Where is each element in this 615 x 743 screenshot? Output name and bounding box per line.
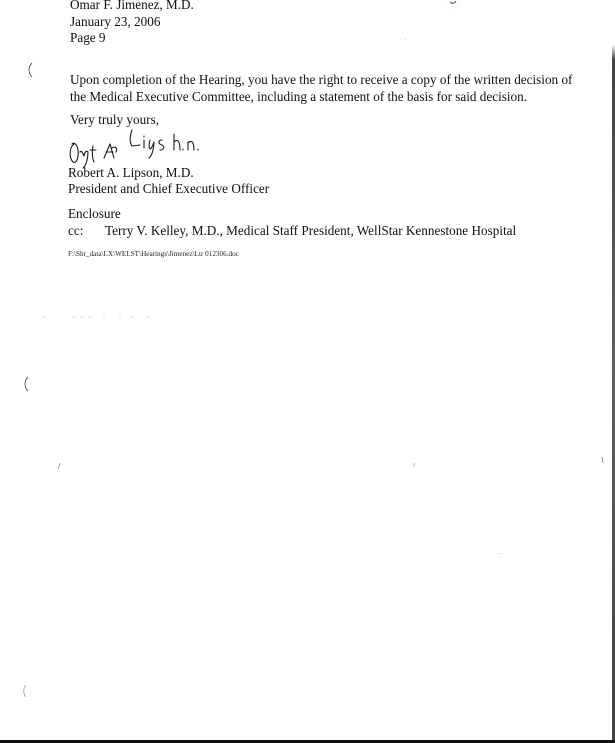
stray-blue-mark xyxy=(449,0,457,5)
letter-header xyxy=(70,0,194,47)
file-path-footer: F:\Shr_data\LX\WELST\Hearings\Jimenez\Ltr 012306.doc xyxy=(68,250,239,258)
scan-mark-left-2 xyxy=(22,376,30,392)
scan-mark-left-1 xyxy=(26,62,34,78)
speck-2 xyxy=(498,552,501,555)
body-line-1: Upon completion of the Hearing, you have the right to receive a copy of the written decision of xyxy=(70,72,573,87)
speck-4 xyxy=(600,456,604,464)
scan-mark-left-4 xyxy=(56,462,62,470)
cc-label: cc: xyxy=(68,223,84,238)
cc-line xyxy=(68,223,516,239)
signer-block xyxy=(68,165,269,196)
recipient-name: Omar F. Jimenez, M.D. xyxy=(70,0,194,12)
faint-dots-row xyxy=(40,314,160,320)
handwritten-signature xyxy=(66,128,216,170)
enclosure-notation: Enclosure xyxy=(68,206,121,221)
letter-date: January 23, 2006 xyxy=(70,13,161,29)
speck-3 xyxy=(404,38,407,41)
scan-mark-left-3 xyxy=(20,684,28,698)
body-line-2: the Medical Executive Committee, including a statement of the basis for said decision. xyxy=(70,89,528,104)
signer-name: Robert A. Lipson, M.D. xyxy=(68,165,194,180)
page-number: Page 9 xyxy=(70,30,106,45)
body-paragraph xyxy=(70,71,573,105)
cc-recipient: Terry V. Kelley, M.D., Medical Staff President, WellStar Kennestone Hospital xyxy=(105,223,517,238)
signer-title: President and Chief Executive Officer xyxy=(68,180,270,196)
closing-salutation: Very truly yours, xyxy=(70,112,160,127)
speck-1 xyxy=(412,462,416,468)
